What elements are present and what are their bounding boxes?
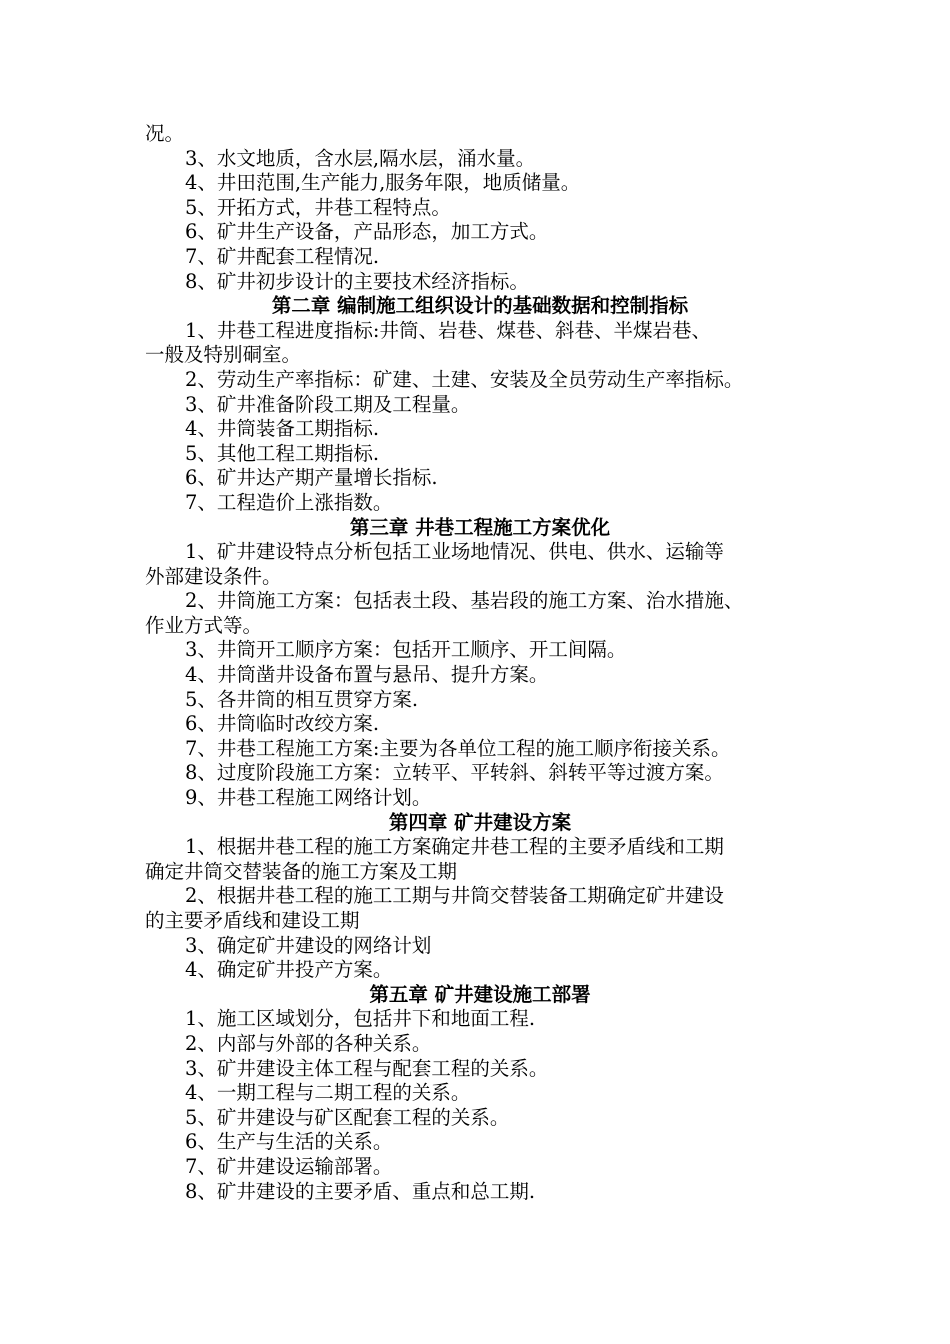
paragraph-continuation: 况。 xyxy=(145,122,185,145)
paragraph-continuation: 一般及特别硐室。 xyxy=(145,343,302,367)
paragraph-continuation: 作业方式等。 xyxy=(145,613,263,637)
list-item: 2、井筒施工方案：包括表土段、基岩段的施工方案、治水措施、 xyxy=(185,589,744,613)
list-item: 3、矿井建设主体工程与配套工程的关系。 xyxy=(185,1056,549,1080)
paragraph-continuation: 确定井筒交替装备的施工方案及工期 xyxy=(145,859,458,883)
list-item: 4、确定矿井投产方案。 xyxy=(185,958,393,982)
list-item: 6、井筒临时改绞方案. xyxy=(185,712,380,736)
list-item: 6、生产与生活的关系。 xyxy=(185,1130,393,1154)
list-item: 5、矿井建设与矿区配套工程的关系。 xyxy=(185,1105,510,1129)
list-item: 1、施工区域划分，包括井下和地面工程. xyxy=(185,1007,536,1031)
list-item: 2、劳动生产率指标：矿建、土建、安装及全员劳动生产率指标。 xyxy=(185,367,744,391)
list-item: 1、井巷工程进度指标:井筒、岩巷、煤巷、斜巷、半煤岩巷、 xyxy=(185,318,711,342)
list-item: 8、矿井初步设计的主要技术经济指标。 xyxy=(185,269,529,293)
list-item: 4、一期工程与二期工程的关系。 xyxy=(185,1081,471,1105)
list-item: 9、井巷工程施工网络计划。 xyxy=(185,786,432,810)
list-item: 1、根据井巷工程的施工方案确定井巷工程的主要矛盾线和工期 xyxy=(185,835,724,859)
list-item: 3、矿井准备阶段工期及工程量。 xyxy=(185,392,471,416)
list-item: 3、水文地质，含水层,隔水层，涌水量。 xyxy=(185,146,536,170)
list-item: 8、过度阶段施工方案：立转平、平转斜、斜转平等过渡方案。 xyxy=(185,761,724,785)
list-item: 5、其他工程工期指标. xyxy=(185,441,380,465)
paragraph-continuation: 的主要矛盾线和建设工期 xyxy=(145,909,360,932)
list-item: 7、矿井建设运输部署。 xyxy=(185,1154,393,1178)
list-item: 5、开拓方式，井巷工程特点。 xyxy=(185,195,451,219)
list-item: 8、矿井建设的主要矛盾、重点和总工期. xyxy=(185,1179,536,1203)
list-item: 3、井筒开工顺序方案：包括开工顺序、开工间隔。 xyxy=(185,638,627,662)
list-item: 6、矿井达产期产量增长指标. xyxy=(185,466,438,490)
document-page xyxy=(145,122,815,1204)
list-item: 2、根据井巷工程的施工工期与井筒交替装备工期确定矿井建设 xyxy=(185,884,724,908)
chapter-heading: 第五章 矿井建设施工部署 xyxy=(369,982,591,1006)
list-item: 4、井筒凿井设备布置与悬吊、提升方案。 xyxy=(185,663,549,687)
list-item: 4、井田范围,生产能力,服务年限，地质储量。 xyxy=(185,171,581,195)
list-item: 1、矿井建设特点分析包括工业场地情况、供电、供水、运输等 xyxy=(185,540,724,564)
chapter-heading: 第三章 井巷工程施工方案优化 xyxy=(349,515,611,539)
list-item: 7、井巷工程施工方案:主要为各单位工程的施工顺序衔接关系。 xyxy=(185,736,731,760)
paragraph-continuation: 外部建设条件。 xyxy=(145,564,282,588)
list-item: 7、工程造价上涨指数。 xyxy=(185,490,393,514)
list-item: 5、各井筒的相互贯穿方案. xyxy=(185,687,419,711)
list-item: 6、矿井生产设备，产品形态，加工方式。 xyxy=(185,220,549,244)
chapter-heading: 第四章 矿井建设方案 xyxy=(388,810,572,834)
chapter-heading: 第二章 编制施工组织设计的基础数据和控制指标 xyxy=(271,294,689,318)
list-item: 2、内部与外部的各种关系。 xyxy=(185,1031,432,1055)
list-item: 4、井筒装备工期指标. xyxy=(185,417,380,441)
list-item: 7、矿井配套工程情况. xyxy=(185,244,380,268)
list-item: 3、确定矿井建设的网络计划 xyxy=(185,933,432,957)
